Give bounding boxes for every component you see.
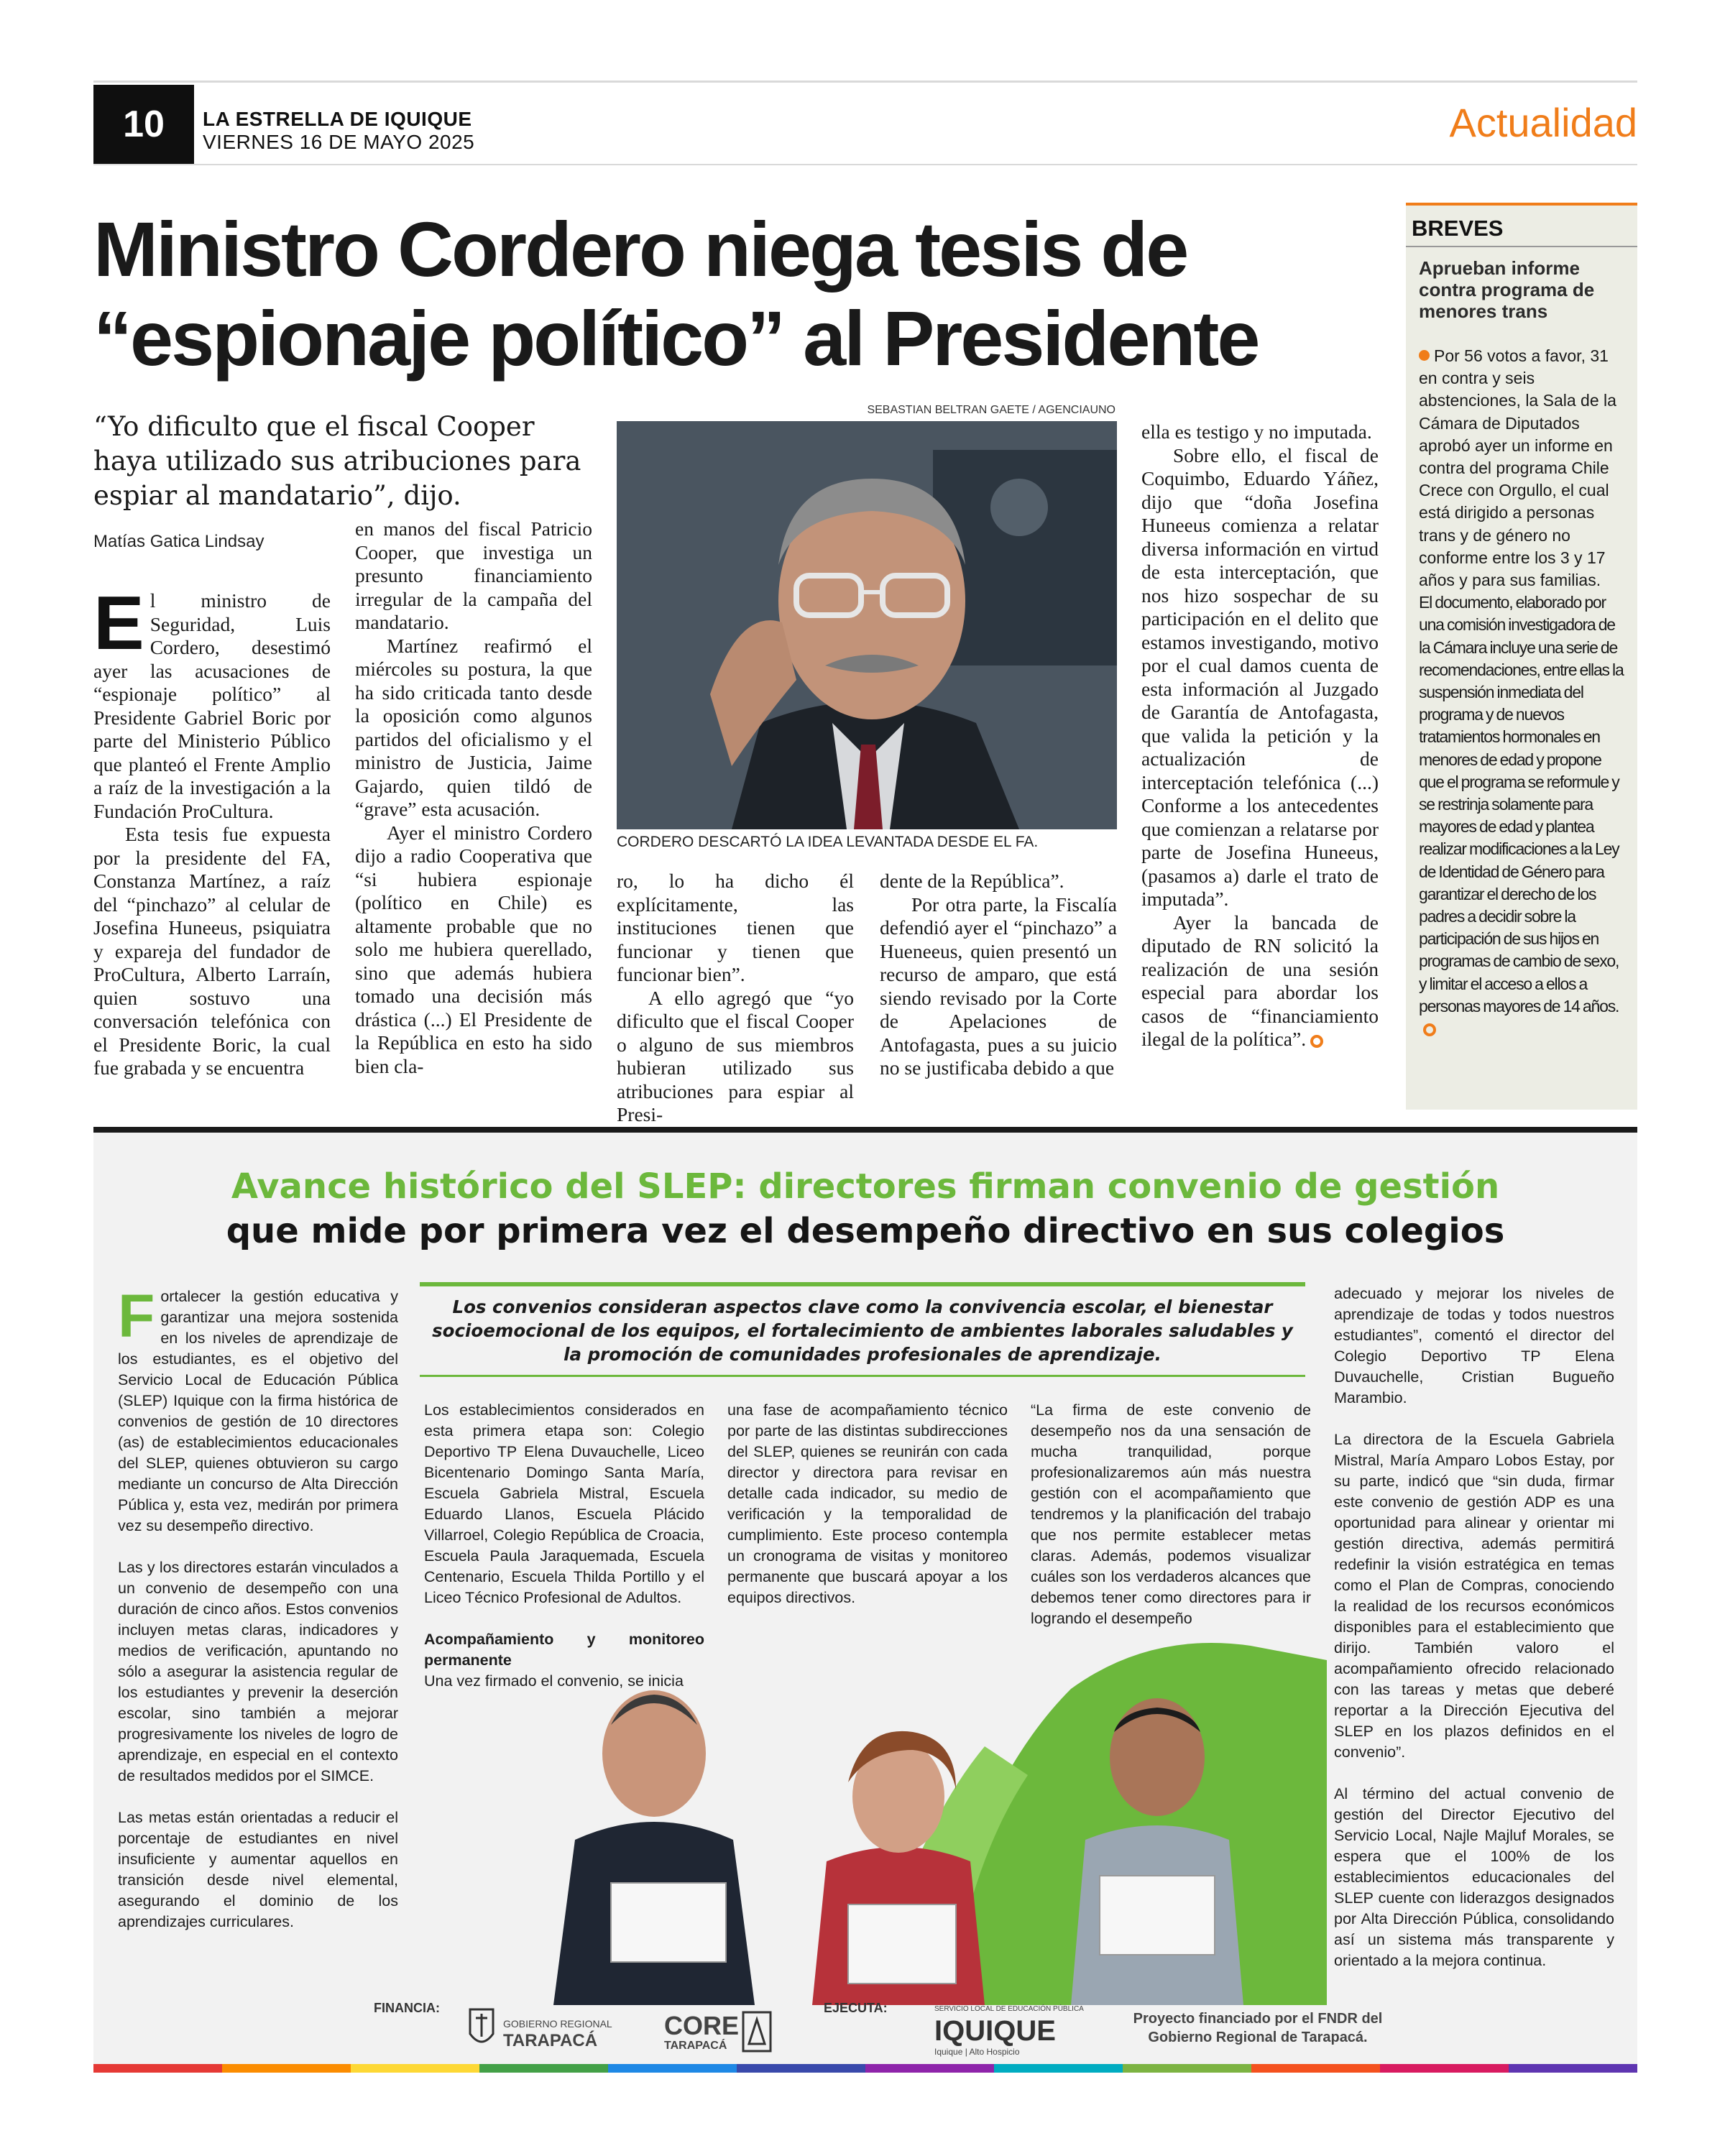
col5-paragraph-3: Ayer la bancada de diputado de RN solicitó la realización de una sesión especial para abordar los casos de “financiamiento ilegal de la política”.: [1141, 911, 1379, 1050]
fndr-note-line-1: Proyecto financiado por el FNDR del: [1133, 2011, 1383, 2027]
color-bar-segment: [479, 2064, 608, 2073]
col5-paragraph-2: Sobre ello, el fiscal de Coquimbo, Eduardo Yáñez, dijo que “doña Josefina Huneeus comienza a relatar diversa información en virtud de esta interceptación, que nos hizo sospechar de su participación en el delito que estamos investigando, motivo por el cual damos cuenta de esta información al Juzgado de Garantía de Antofagasta, que valida la petición y la actualización de interceptación telefónica (...) Conforme a los antecedentes que comienzan a relatarse por parte de Josefina Huneeus, (pasamos a) darle el trato de imputada”.: [1141, 443, 1379, 910]
dropcap: E: [93, 581, 144, 665]
bullet-dot-icon: [1419, 350, 1430, 361]
slep-pullquote: Los convenios consideran aspectos clave como la convivencia escolar, el bienestar socioemocional de los equipos, el fortalecimiento de ambientes laborales saludables y la promoción de comunidades profesionales de aprendizaje.: [420, 1282, 1305, 1377]
color-bar-segment: [1123, 2064, 1251, 2073]
slep-c2-paragraph-2: Una vez firmado el convenio, se inicia: [424, 1672, 684, 1690]
core-logo-text: CORE: [664, 2011, 740, 2040]
col2-paragraph-2: Martínez reafirmó el miércoles su postura, la que ha sido criticada tanto desde la oposición como algunos partidos del oficialismo y el ministro de Justicia, Jaime Gajardo, quien tildó de “grave” esta acusación.: [355, 634, 592, 820]
breves-paragraph-1: Por 56 votos a favor, 31 en contra y seis abstenciones, la Sala de la Cámara de Diputados aprobó ayer un informe en contra del programa Chile Crece con Orgullo, el cual está dirigido a personas trans y de género no conforme entre los 3 y 17 años y para sus familias.: [1419, 346, 1616, 590]
ejecuta-label: EJECUTA:: [824, 2001, 888, 2015]
color-bar-segment: [608, 2064, 737, 2073]
financia-label: FINANCIA:: [374, 2001, 440, 2015]
article-column-5: [1141, 420, 1379, 1051]
breves-end-mark-icon: [1423, 1023, 1436, 1036]
col3-paragraph-1: ro, lo ha dicho él explícitamente, las instituciones tienen que funcionar y tienen que funcionar bien”.: [617, 870, 854, 985]
slep-c2-paragraph-1: Los establecimientos considerados en esta primera etapa son: Colegio Deportivo TP Elena Duvauchelle, Liceo Bicentenario Domingo Santa María, Escuela Gabriela Mistral, Escuela Eduardo Llanos, Escuela Plácido Villarroel, Colegio República de Croacia, Escuela Paula Jaraquemada, Escuela Centenario, Escuela Thilda Portillo y el Liceo Técnico Profesional de Adultos.: [424, 1401, 704, 1606]
breves-paragraph-2: El documento, elaborado por una comisión investigadora de la Cámara incluye una serie de recomendaciones, entre ellas la suspensión inmediata del programa y de nuevos tratamientos hormonales en menores de edad y propone que el programa se reformule y se restrinja solamente para mayores de edad y plantea realizar modificaciones a la Ley de Identidad de Género para garantizar el derecho de los padres a decidir sobre la participación de sus hijos en programas de cambio de sexo, y limitar el acceso a ellos a personas mayores de 14 años.: [1419, 593, 1624, 1015]
end-mark-icon: [1310, 1035, 1323, 1048]
slep-color-bar: [93, 2064, 1637, 2073]
col3-paragraph-2: A ello agregó que “yo dificulto que el fiscal Cooper o alguno de sus miembros hubieran utilizado sus atribuciones para espiar al Presi-: [617, 986, 854, 1125]
color-bar-segment: [222, 2064, 351, 2073]
article-column-1: [93, 581, 331, 1080]
headline-line-1: Ministro Cordero niega tesis de: [93, 206, 1187, 292]
color-bar-segment: [865, 2064, 994, 2073]
col1-paragraph-2: Esta tesis fue expuesta por la presidente del FA, Constanza Martínez, a raíz del “pinchazo” al celular de Josefina Huneeus, psiquiatra y expareja del fundador de ProCultura, Alberto Larraín, quien sostuvo una conversación telefónica con el Presidente Boric, la cual fue grabada y se encuentra: [93, 823, 331, 1079]
paper-name: LA ESTRELLA DE IQUIQUE: [203, 108, 472, 130]
col2-paragraph-1: en manos del fiscal Patricio Cooper, que investiga un presunto financiamiento irregular de la campaña del mandatario.: [355, 517, 592, 633]
directors-illustration: [525, 1603, 1327, 2005]
page-number: 10: [93, 85, 194, 164]
breves-title: BREVES: [1412, 216, 1504, 241]
slep-logo-big-text: IQUIQUE: [934, 2015, 1056, 2047]
article-headline: [93, 205, 1387, 383]
gore-shield-icon: [467, 2005, 496, 2055]
color-bar-segment: [994, 2064, 1123, 2073]
slep-column-3: [727, 1400, 1008, 1629]
color-bar-segment: [93, 2064, 222, 2073]
slep-c3-paragraph-1: una fase de acompañamiento técnico por parte de las distintas subdirecciones del SLEP, quienes se reunirán con cada director y directora para revisar en detalle cada indicador, su medio de verificación y la temporalidad de cumplimiento. Este proceso contempla un cronograma de visitas y monitoreo permanente que buscará apoyar a los equipos directivos.: [727, 1401, 1008, 1606]
minister-portrait-illustration: [617, 421, 1117, 829]
color-bar-segment: [351, 2064, 479, 2073]
color-bar-segment: [737, 2064, 865, 2073]
slep-c1-paragraph-2: Las y los directores estarán vinculados a un convenio de desempeño con una duración de cinco años. Estos convenios incluyen metas claras, indicadores y medios de verificación, apuntando no sólo a asegurar la asistencia regular de los estudiantes y prevenir la deserción escolar, sino también a mejorar progresivamente los niveles de logro de aprendizaje, en especial en el contexto de resultados medidos por el SIMCE.: [118, 1559, 398, 1784]
article-column-2: [355, 517, 592, 1078]
fndr-note-line-2: Gobierno Regional de Tarapacá.: [1148, 2030, 1368, 2045]
slep-c2-subtitle: Acompañamiento y monitoreo permanente: [424, 1631, 704, 1669]
photo-caption: CORDERO DESCARTÓ LA IDEA LEVANTADA DESDE EL FA.: [617, 834, 1039, 850]
article-subhead: “Yo dificulto que el fiscal Cooper haya utilizado sus atribuciones para espiar al mandatario”, dijo.: [93, 411, 581, 511]
gore-small-text: GOBIERNO REGIONAL: [503, 2018, 612, 2030]
col2-paragraph-3: Ayer el ministro Cordero dijo a radio Cooperativa que “si hubiera espionaje (político en Chile) es altamente probable que no solo me hubiera querellado, sino que además hubiera tomado una decisión más drástica (...) El Presidente de la República en esto ha sido bien cla-: [355, 821, 592, 1077]
slep-top-bar: [93, 1127, 1637, 1133]
slep-column-1: [118, 1282, 398, 1953]
color-bar-segment: [1509, 2064, 1637, 2073]
slep-logo-sub-text: Iquique | Alto Hospicio: [934, 2047, 1020, 2057]
slep-c5-paragraph-2: La directora de la Escuela Gabriela Mistral, María Amparo Lobos Estay, por su parte, indicó que “sin duda, firmar este convenio de gestión ADP es una oportunidad para alinear y orientar mi gestión directiva, además permitirá redefinir la visión estratégica en temas como el Plan de Compras, conociendo la realidad de los recursos económicos disponibles para el establecimiento que dirijo. También valoro el acompañamiento ofrecido relacionado con las tareas y metas que deberé reportar a la Dirección Ejecutiva del SLEP en los plazos definidos en el convenio”.: [1334, 1431, 1614, 1761]
photo-credit: SEBASTIAN BELTRAN GAETE / AGENCIAUNO: [867, 404, 1116, 416]
headline-line-2: “espionaje político” al Presidente: [93, 295, 1259, 382]
breves-rule: [1406, 246, 1637, 247]
header-top-rule: [93, 80, 1637, 83]
slep-c1-paragraph-3: Las metas están orientadas a reducir el porcentaje de estudiantes en nivel insuficiente y aumentar aquellos en transición desde nivel elemental, asegurando el dominio de los aprendizajes curriculares.: [118, 1809, 398, 1930]
header-bottom-rule: [93, 164, 1637, 165]
section-name: Actualidad: [1449, 100, 1637, 145]
breves-body: [1419, 345, 1629, 1040]
col4-paragraph-1: dente de la República”.: [880, 870, 1064, 892]
paper-date: VIERNES 16 DE MAYO 2025: [203, 131, 475, 153]
slep-financiers-strip: [93, 2001, 1637, 2064]
color-bar-segment: [1251, 2064, 1380, 2073]
slep-directors-photo: [525, 1603, 1327, 2005]
article-column-4: [880, 870, 1117, 1080]
article-column-3: [617, 870, 854, 1127]
slep-c1-paragraph-1: ortalecer la gestión educativa y garantizar una mejora sostenida en los niveles de aprendizaje de los estudiantes, es el objetivo del Servicio Local de Educación Pública (SLEP) Iquique con la firma histórica de convenios de gestión de 10 directores (as) de establecimientos educacionales del SLEP, quienes obtuvieron su cargo mediante un concurso de Alta Dirección Pública y, esta vez, medirán por primera vez su desempeño directivo.: [118, 1288, 398, 1534]
slep-title-line-1: Avance histórico del SLEP: directores firman convenio de gestión: [231, 1166, 1500, 1207]
slep-title-line-2: que mide por primera vez el desempeño directivo en sus colegios: [226, 1211, 1505, 1251]
slep-c4-paragraph-1: “La firma de este convenio de desempeño nos da una sensación de mucha tranquilidad, porque profesionalizaremos aún más nuestra gestión con el acompañamiento que tendremos y la planificación del trabajo que nos permite establecer metas claras. Además, podemos visualizar cuáles son los verdaderos alcances que debemos tener como directores para ir logrando el desempeño: [1031, 1401, 1311, 1627]
col4-paragraph-2: Por otra parte, la Fiscalía defendió ayer el “pinchazo” a Hueneeus, quien presentó un recurso de amparo, que está siendo revisado por la Corte de Apelaciones de Antofagasta, pues a su juicio no se justificaba debido a que: [880, 893, 1117, 1079]
article-byline: Matías Gatica Lindsay: [93, 532, 264, 551]
minister-photo: [617, 421, 1117, 829]
core-sub-text: TARAPACÁ: [664, 2040, 727, 2052]
core-emblem-icon: [740, 2008, 773, 2055]
gore-big-text: TARAPACÁ: [503, 2031, 598, 2050]
slep-logo-small-text: SERVICIO LOCAL DE EDUCACIÓN PÚBLICA: [934, 2005, 1084, 2013]
breves-headline: Aprueban informe contra programa de menores trans: [1419, 257, 1595, 322]
col1-paragraph-1: l ministro de Seguridad, Luis Cordero, desestimó ayer las acusaciones de “espionaje político” al Presidente Gabriel Boric por parte del Ministerio Público que planteó el Frente Amplio a raíz de la investigación a la Fundación ProCultura.: [93, 589, 331, 822]
color-bar-segment: [1380, 2064, 1509, 2073]
col5-paragraph-1: ella es testigo y no imputada.: [1141, 420, 1372, 443]
slep-column-5: [1334, 1284, 1614, 1992]
slep-dropcap: F: [118, 1282, 155, 1350]
slep-c5-paragraph-3: Al término del actual convenio de gestión del Director Ejecutivo del Servicio Local, Najle Majluf Morales, se espera que el 100% de los establecimientos educacionales del SLEP cuente con liderazgos designados por Alta Dirección Pública, consolidando así un sistema más transparente y orientado a la mejora continua.: [1334, 1785, 1614, 1969]
slep-c5-paragraph-1: adecuado y mejorar los niveles de aprendizaje de todas y todos nuestros estudiantes”, comentó el director del Colegio Deportivo TP Elena Duvauchelle, Cristian Bugueño Marambio.: [1334, 1285, 1614, 1406]
